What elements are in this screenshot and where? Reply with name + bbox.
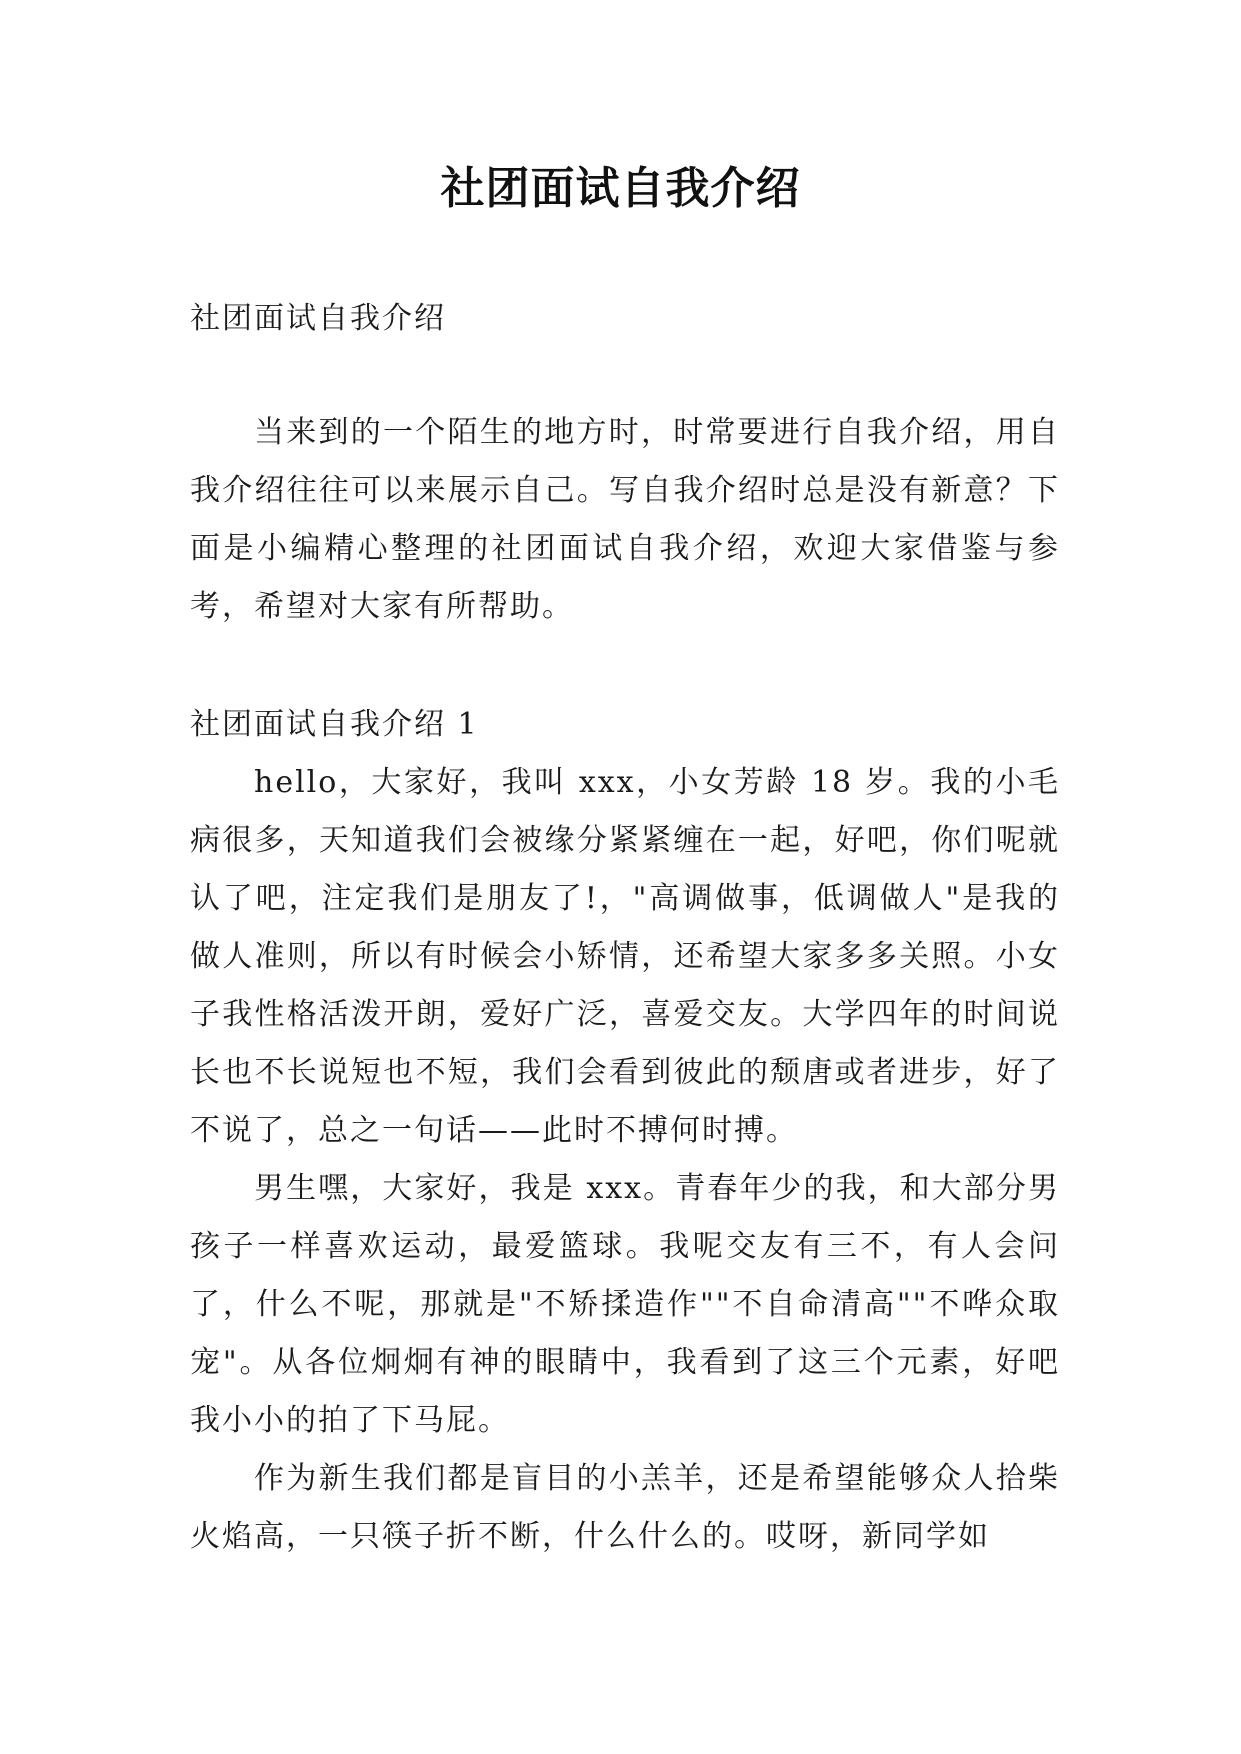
document-subtitle: 社团面试自我介绍 (190, 301, 446, 336)
section-heading: 社团面试自我介绍 1 (190, 707, 479, 742)
body-paragraph-3: 作为新生我们都是盲目的小羔羊，还是希望能够众人拾柴火焰高，一只筷子折不断，什么什么的。哎呀，新同学如 (190, 1461, 1060, 1554)
body-paragraph-1: hello，大家好，我叫 xxx，小女芳龄 18 岁。我的小毛病很多，天知道我们会被缘分紧紧缠在一起，好吧，你们呢就认了吧，注定我们是朋友了!，"高调做事，低调做人"是我的做人准则，所以有时候会小矫情，还希望大家多多关照。小女子我性格活泼开朗，爱好广泛，喜爱交友。大学四年的时间说长也不长说短也不短，我们会看到彼此的颓唐或者进步，好了不说了，总之一句话——此时不搏何时搏。 (190, 765, 1060, 1148)
document-title: 社团面试自我介绍 (440, 163, 801, 214)
body-paragraph-2: 男生嘿，大家好，我是 xxx。青春年少的我，和大部分男孩子一样喜欢运动，最爱篮球。我呢交友有三不，有人会问了，什么不呢，那就是"不矫揉造作""不自命清高""不哗众取宠"。从各位炯炯有神的眼睛中，我看到了这三个元素，好吧我小小的拍了下马屁。 (190, 1171, 1060, 1438)
intro-paragraph: 当来到的一个陌生的地方时，时常要进行自我介绍，用自我介绍往往可以来展示自己。写自我介绍时总是没有新意？下面是小编精心整理的社团面试自我介绍，欢迎大家借鉴与参考，希望对大家有所帮助。 (190, 415, 1060, 624)
